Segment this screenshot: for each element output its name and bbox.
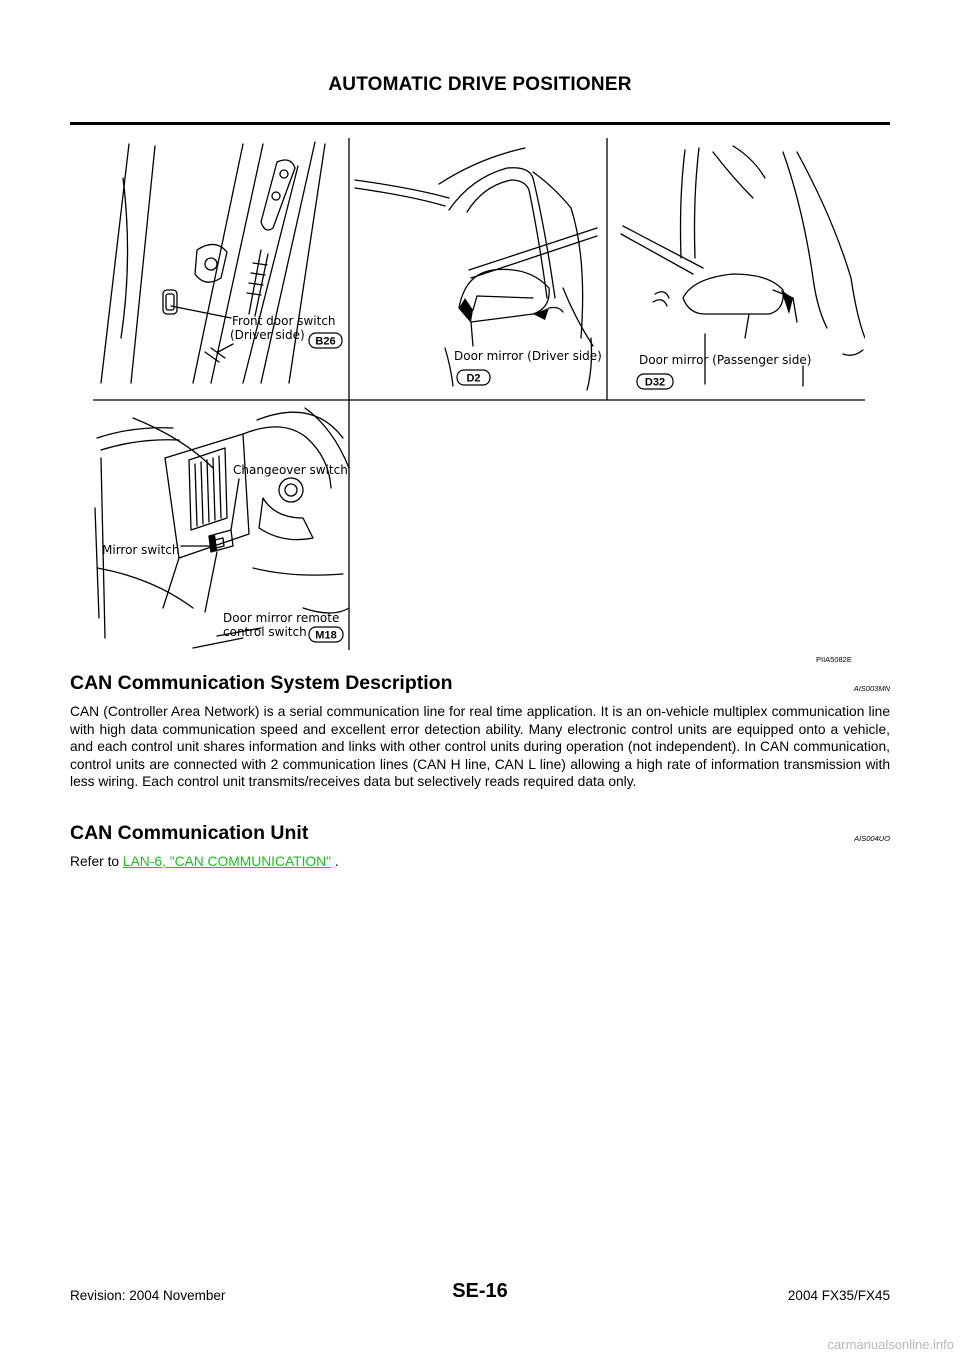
revision-label: Revision: 2004 November <box>70 1288 226 1303</box>
refer-suffix: . <box>331 854 339 869</box>
mirror-switch-label: Mirror switch <box>102 543 180 557</box>
section-code-can-unit: AIS004UO <box>854 834 890 843</box>
can-description-paragraph: CAN (Controller Area Network) is a serial communication line for real time application. It is an on-vehicle multiplex communication line with high data communication speed and excellent error detection ability. Many electronic control units are equipped onto a vehicle, and each control unit shares information and links with other control units during operation (not independent). In CAN communication, control units are connected with 2 communication lines (CAN H line, CAN L line) allowing a high rate of information transmission with less wiring. Each control unit transmits/receives data but selectively reads required data only. <box>70 704 890 790</box>
connector-b26-label: B26 <box>315 335 336 348</box>
front-door-switch-label: Front door switch <box>232 314 336 328</box>
lan-6-link[interactable]: LAN-6, "CAN COMMUNICATION" <box>122 854 331 869</box>
section-title-can-description: CAN Communication System Description <box>70 672 453 694</box>
header-rule <box>70 122 890 125</box>
refer-prefix: Refer to <box>70 854 123 869</box>
component-location-diagram <box>93 138 865 650</box>
door-mirror-remote-switch-label: Door mirror remote <box>223 611 340 625</box>
watermark: carmanualsonline.info <box>827 1337 954 1352</box>
component-location-figure <box>93 138 865 650</box>
changeover-switch-label: Changeover switch <box>233 463 348 477</box>
connector-m18-label: M18 <box>315 629 337 642</box>
connector-d2-label: D2 <box>466 372 481 385</box>
figure-id-label: PIIA5082E <box>816 655 852 664</box>
section-code-can-description: AIS003MN <box>853 684 890 693</box>
can-unit-reference <box>70 853 890 871</box>
door-mirror-passenger-label: Door mirror (Passenger side) <box>639 353 812 367</box>
page-number: SE-16 <box>452 1280 508 1302</box>
page-title: AUTOMATIC DRIVE POSITIONER <box>328 74 632 95</box>
driver-mirror-shading <box>459 298 549 322</box>
door-mirror-driver-label: Door mirror (Driver side) <box>454 349 602 363</box>
model-label: 2004 FX35/FX45 <box>787 1288 890 1303</box>
connector-d32-label: D32 <box>644 376 666 389</box>
door-mirror-remote-switch-sublabel: control switch <box>223 625 307 639</box>
section-title-can-unit: CAN Communication Unit <box>70 822 309 844</box>
front-door-switch-sublabel: (Driver side) <box>230 328 305 342</box>
